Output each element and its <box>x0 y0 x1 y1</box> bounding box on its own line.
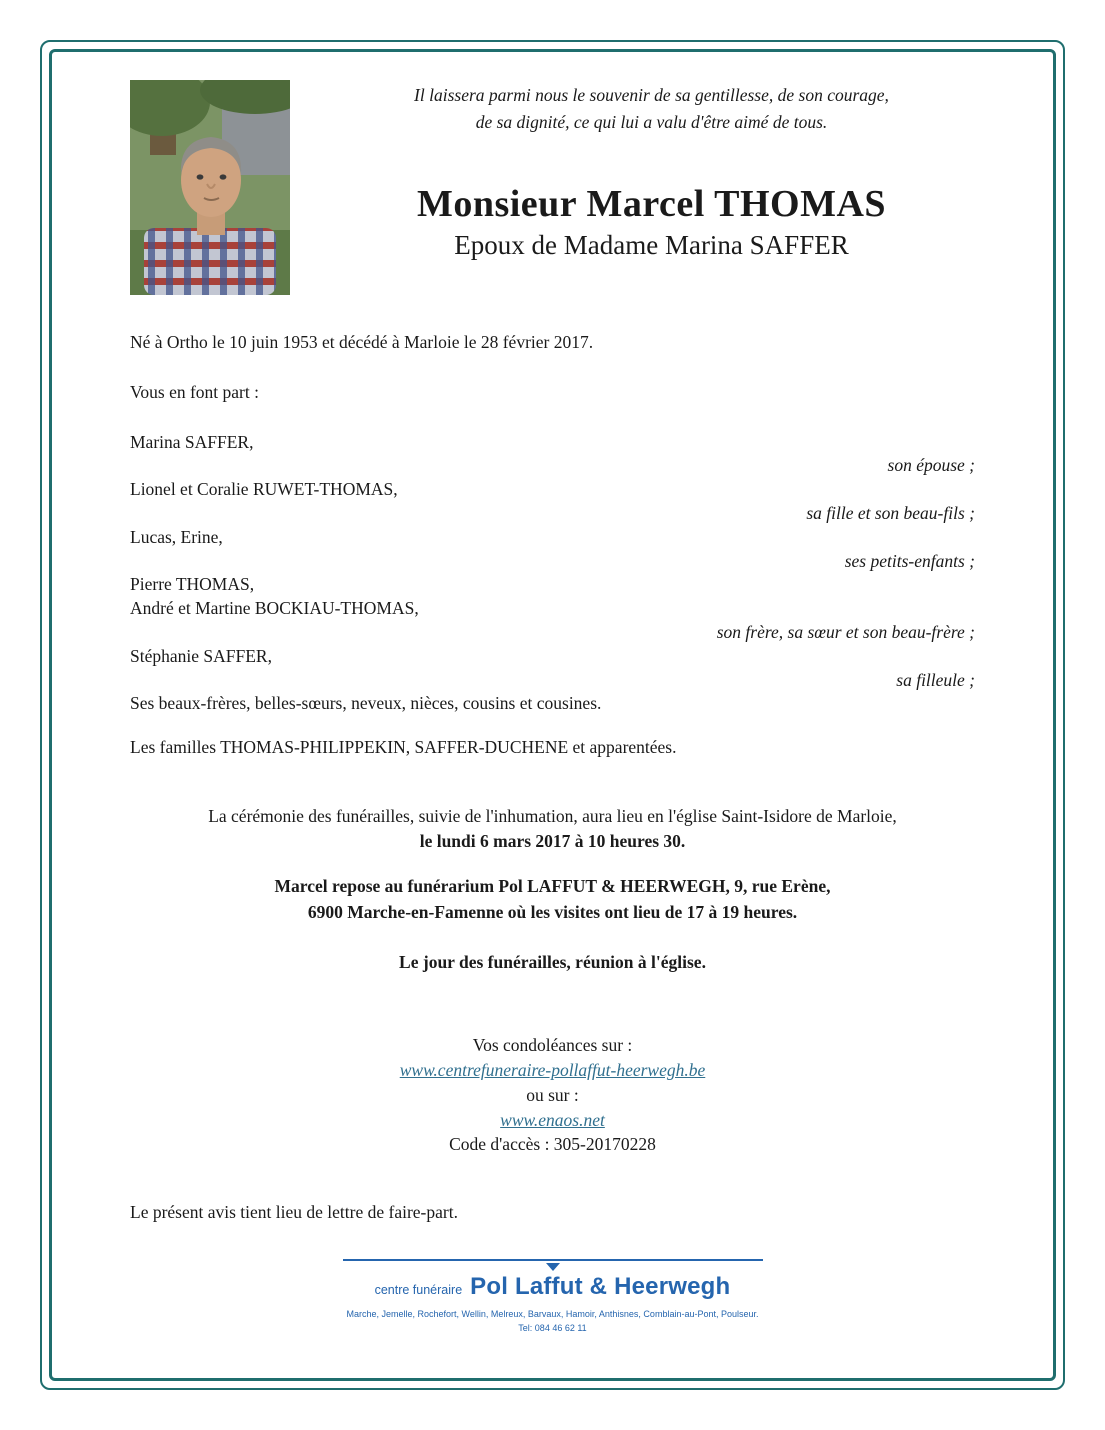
access-code: Code d'accès : 305-20170228 <box>449 1134 656 1155</box>
obituary-content <box>52 52 1053 1378</box>
logo-phone: Tel: 084 46 62 11 <box>518 1322 587 1333</box>
announcement-intro: Vous en font part : <box>130 381 259 402</box>
relative-name: Marina SAFFER, <box>130 431 254 452</box>
relative-entry <box>130 573 975 644</box>
logo-rule <box>343 1259 763 1261</box>
relative-name: Stéphanie SAFFER, <box>130 645 272 666</box>
ceremony-line: La cérémonie des funérailles, suivie de l'inhumation, aura lieu en l'église Saint-Isidore de Marloie, <box>208 805 897 826</box>
relative-relation: ses petits-enfants ; <box>844 550 975 571</box>
relative-name: Lionel et Coralie RUWET-THOMAS, <box>130 479 398 500</box>
quote-line-1: Il laissera parmi nous le souvenir de sa gentillesse, de son courage, <box>414 85 889 105</box>
memorial-quote <box>328 82 975 136</box>
relative-entry <box>130 645 975 693</box>
families-line: Les familles THOMAS-PHILIPPEKIN, SAFFER-DUCHENE et apparentées. <box>130 737 677 758</box>
relative-name: André et Martine BOCKIAU-THOMAS, <box>130 598 419 619</box>
header-text <box>328 80 975 295</box>
extended-family-line: Ses beaux-frères, belles-sœurs, neveux, nièces, cousins et cousines. <box>130 693 602 714</box>
condolences-url-primary[interactable]: www.centrefuneraire-pollaffut-heerwegh.be <box>399 1059 706 1080</box>
header <box>130 80 975 295</box>
funeral-home-logo <box>343 1259 763 1334</box>
relative-relation: son épouse ; <box>887 455 975 476</box>
ceremony-section <box>130 804 975 855</box>
relative-name: Pierre THOMAS, <box>130 574 255 595</box>
birth-death-line: Né à Ortho le 10 juin 1953 et décédé à Marloie le 28 février 2017. <box>130 332 594 352</box>
relative-relation: son frère, sa sœur et son beau-frère ; <box>716 621 975 642</box>
repose-line-1: Marcel repose au funérarium Pol LAFFUT & HEERWEGH, 9, rue Erène, <box>274 875 831 896</box>
announcement-body <box>130 331 975 1334</box>
or-label: ou sur : <box>526 1084 579 1105</box>
relative-entry <box>130 526 975 574</box>
condolences-intro: Vos condoléances sur : <box>472 1035 633 1055</box>
condolences-section <box>130 1033 975 1157</box>
logo-prefix: centre funéraire <box>374 1283 463 1298</box>
relative-entry <box>130 431 975 479</box>
ceremony-date-line: le lundi 6 mars 2017 à 10 heures 30. <box>419 831 686 852</box>
relatives-list <box>130 431 975 693</box>
logo-name: Pol Laffut & Heerwegh <box>470 1273 731 1301</box>
relative-relation: sa filleule ; <box>896 669 975 690</box>
logo-row <box>343 1271 763 1304</box>
portrait-photo <box>130 80 290 295</box>
logo-triangle-icon <box>546 1263 560 1271</box>
legal-notice: Le présent avis tient lieu de lettre de faire-part. <box>130 1202 458 1223</box>
relative-name: Lucas, Erine, <box>130 526 223 547</box>
quote-line-2: de sa dignité, ce qui lui a valu d'être aimé de tous. <box>475 112 828 133</box>
deceased-name: Monsieur Marcel THOMAS <box>416 183 887 226</box>
relative-relation: sa fille et son beau-fils ; <box>806 502 975 523</box>
reunion-line: Le jour des funérailles, réunion à l'église. <box>399 952 706 973</box>
repose-section <box>130 873 975 926</box>
condolences-url-secondary[interactable]: www.enaos.net <box>500 1109 605 1130</box>
logo-locations: Marche, Jemelle, Rochefort, Wellin, Melreux, Barvaux, Hamoir, Anthisnes, Comblain-au-Pont, Poulseur. <box>346 1308 759 1319</box>
repose-line-2: 6900 Marche-en-Famenne où les visites ont lieu de 17 à 19 heures. <box>307 901 798 922</box>
spouse-line: Epoux de Madame Marina SAFFER <box>454 230 849 261</box>
relative-entry <box>130 478 975 526</box>
